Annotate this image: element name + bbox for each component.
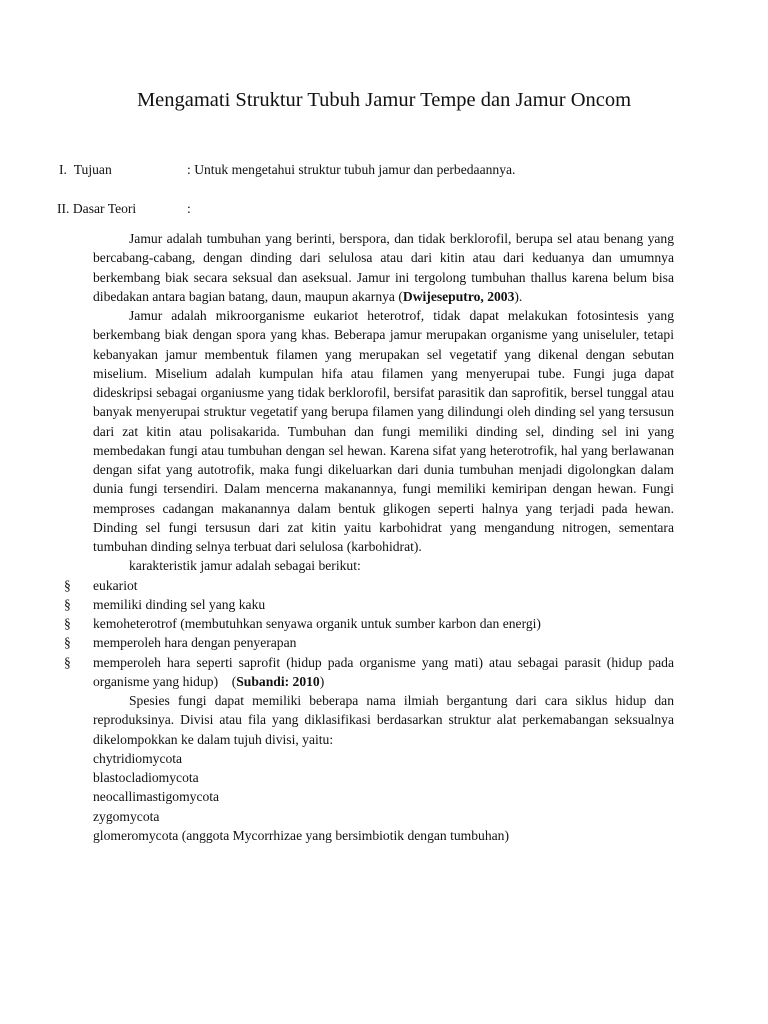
paragraph-microorganism: Jamur adalah mikroorganisme eukariot heterotrof, tidak dapat melakukan fotosintesis yang berkembang biak dengan spora yang khas. Beberapa jamur merupakan organisme yang uniseluler, tetapi kebanyakan jamur membentuk filamen yang merupakan sel vegetatif yang dikenal dengan sebutan miselium. Miselium adalah kumpulan hifa atau filamen yang menyerupai tube. Fungi juga dapat dideskripsi sebagai organiusme yang tidak berklorofil, bersifat parasitik dan saprofitik, bersel tunggal atau banyak menyerupai struktur vegetatif yang berupa filamen yang dilindungi oleh dinding sel yang tersusun dari zat kitin atau polisakarida. Tumbuhan dan fungi memiliki dinding sel, dinding sel ini yang membedakan fungi atau tumbuhan dengan sel hewan. Karena sifat yang heterotrofik, hal yang berlawanan dengan sifat yang autotrofik, maka fungi dikeluarkan dari dunia tumbuhan menjadi digolongkan dalam dunia fungi tersendiri. Dalam mencerna makanannya, fungi memiliki kemiripan dengan hewan. Fungi memproses cadangan makanannya dalam bentuk glikogen seperti halnya yang terjadi pada hewan. Dinding sel fungi tersusun dari zat kitin yaitu karbohidrat yang mengandung nitrogen, sementara tumbuhan dinding selnya terbuat dari selulosa (karbohidrat). — [93, 308, 674, 554]
list-item: § memperoleh hara seperti saprofit (hidup pada organisme yang mati) atau sebagai parasit (hidup pada organisme yang hidup) (Subandi: 2010) — [64, 654, 674, 689]
document-title: Mengamati Struktur Tubuh Jamur Tempe dan Jamur Oncom — [136, 89, 632, 111]
list-item: chytridiomycota — [93, 750, 183, 766]
list-item: § memiliki dinding sel yang kaku — [93, 595, 674, 614]
section-separator: : — [187, 201, 191, 216]
section-number: I. Tujuan — [59, 162, 112, 177]
characteristics-list — [64, 576, 674, 692]
list-item: blastocladiomycota — [93, 770, 199, 785]
list-item: § kemoheterotrof (membutuhkan senyawa organik untuk sumber karbon dan energi) — [93, 614, 674, 633]
section-text: Untuk mengetahui struktur tubuh jamur dan perbedaannya. — [194, 162, 516, 177]
section-number: II. Dasar Teori — [57, 201, 137, 216]
theory-body — [64, 229, 674, 845]
section-label: Dasar Teori — [72, 201, 137, 216]
paragraph-definition: Jamur adalah tumbuhan yang berinti, berspora, dan tidak berklorofil, berupa sel atau benang yang bercabang-cabang, dengan dinding dari selulosa atau dari kitin atau dari keduanya dan umumnya berkembang biak secara seksual dan aseksual. Jamur ini tergolong tumbuhan thallus karena belum bisa dibedakan antara bagian batang, daun, maupun akarnya (Dwijeseputro, 2003). — [93, 231, 674, 304]
paragraph-classification: Spesies fungi dapat memiliki beberapa nama ilmiah bergantung dari cara siklus hidup dan reproduksinya. Divisi atau fila yang diklasifikasi berdasarkan struktur alat perkemabangan seksualnya dikelompokkan ke dalam tujuh divisi, yaitu: — [93, 693, 674, 747]
list-item: neocallimastigomycota — [93, 789, 220, 805]
section-label: Tujuan — [73, 162, 112, 177]
list-item: glomeromycota (anggota Mycorrhizae yang bersimbiotik dengan tumbuhan) — [93, 827, 509, 843]
citation: Subandi: 2010 — [236, 673, 320, 689]
bullet-icon: § — [64, 577, 71, 593]
bullet-icon: § — [64, 596, 71, 612]
bullet-icon: § — [64, 654, 71, 670]
citation: Dwijeseputro, 2003 — [402, 288, 515, 304]
list-item: § memperoleh hara dengan penyerapan — [93, 633, 674, 652]
bullet-icon: § — [64, 635, 71, 651]
bullet-icon: § — [64, 616, 71, 631]
divisions-list — [93, 749, 674, 845]
list-item: § eukariot — [93, 576, 674, 595]
section-content: : Untuk mengetahui struktur tubuh jamur dan perbedaannya. — [187, 162, 516, 177]
characteristics-intro: karakteristik jamur adalah sebagai berikut: — [129, 558, 361, 574]
list-item: zygomycota — [93, 808, 160, 824]
